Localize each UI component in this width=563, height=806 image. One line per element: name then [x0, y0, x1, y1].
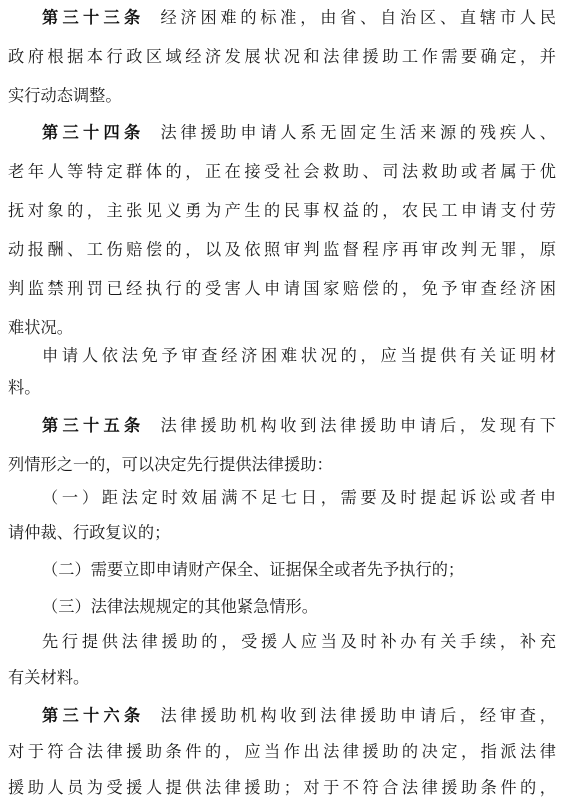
list-item-3: （三）法律法规规定的其他紧急情形。	[42, 597, 319, 616]
text-line: 对于符合法律援助条件的，应当作出法律援助的决定，指派法律	[8, 742, 556, 761]
article-text: 法律援助申请人系无固定生活来源的残疾人、	[160, 123, 557, 142]
article-number: 第三十三条	[42, 8, 145, 27]
article-number: 第三十四条	[42, 123, 145, 142]
list-item-2: （二）需要立即申请财产保全、证据保全或者先予执行的；	[42, 560, 465, 579]
text-line: 列情形之一的，可以决定先行提供法律援助：	[8, 455, 333, 474]
article-34-first-line	[42, 118, 556, 148]
paragraph-first-line: 先行提供法律援助的，受援人应当及时补办有关手续，补充	[42, 632, 556, 651]
text-line: 动报酬、工伤赔偿的，以及依照审判监督程序再审改判无罪，原	[8, 240, 556, 259]
text-line: 判监禁刑罚已经执行的受害人申请国家赔偿的，免予审查经济困	[8, 279, 556, 298]
text-line: 政府根据本行政区域经济发展状况和法律援助工作需要确定，并	[8, 47, 556, 66]
text-line: 抚对象的，主张见义勇为产生的民事权益的，农民工申请支付劳	[8, 201, 556, 220]
article-number: 第三十五条	[42, 416, 145, 435]
text-line: 实行动态调整。	[8, 86, 122, 105]
text-line: 请仲裁、行政复议的；	[8, 523, 171, 542]
text-line: 援助人员为受援人提供法律援助；对于不符合法律援助条件的，	[8, 778, 556, 797]
text-line: 有关材料。	[8, 668, 90, 687]
article-35-first-line	[42, 411, 556, 441]
text-line: 难状况。	[8, 318, 73, 337]
article-text: 法律援助机构收到法律援助申请后，发现有下	[160, 416, 557, 435]
article-36-first-line	[42, 701, 556, 731]
text-line: 料。	[8, 378, 41, 397]
list-item-1: （一）距法定时效届满不足七日，需要及时提起诉讼或者申	[42, 488, 556, 507]
article-number: 第三十六条	[42, 706, 145, 725]
article-33-first-line	[42, 3, 556, 33]
paragraph-first-line: 申请人依法免予审查经济困难状况的，应当提供有关证明材	[42, 346, 556, 365]
article-text: 经济困难的标准，由省、自治区、直辖市人民	[160, 8, 557, 27]
text-line: 老年人等特定群体的，正在接受社会救助、司法救助或者属于优	[8, 162, 556, 181]
article-text: 法律援助机构收到法律援助申请后，经审查，	[160, 706, 557, 725]
